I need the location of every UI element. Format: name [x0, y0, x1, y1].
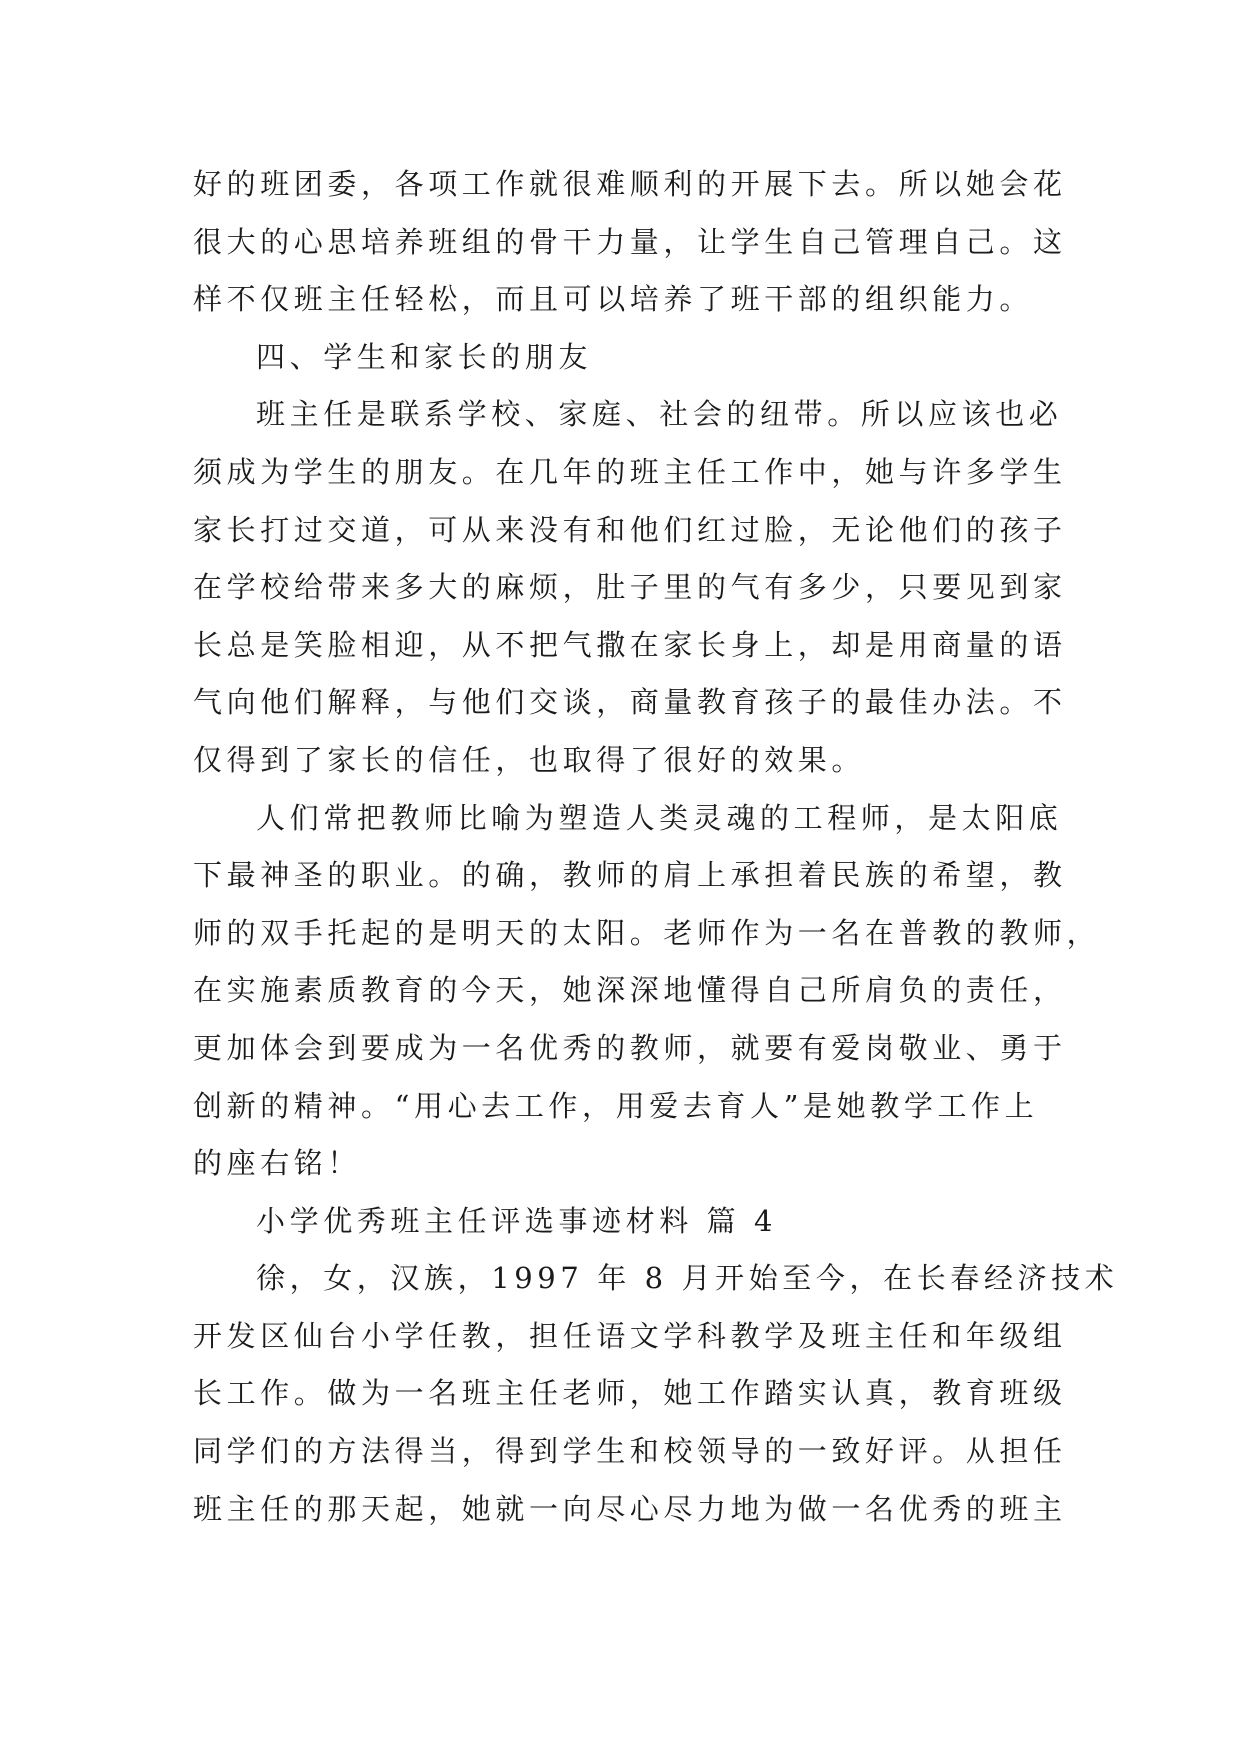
text-line: 家长打过交道，可从来没有和他们红过脸，无论他们的孩子	[193, 512, 1067, 547]
text-line: 人们常把教师比喻为塑造人类灵魂的工程师，是太阳底	[256, 800, 1063, 835]
text-line: 样不仅班主任轻松，而且可以培养了班干部的组织能力。	[193, 282, 1034, 317]
text-line: 开发区仙台小学任教，担任语文学科教学及班主任和年级组	[193, 1318, 1067, 1353]
text-line: 徐，女，汉族，1997 年 8 月开始至今，在长春经济技术	[256, 1261, 1119, 1296]
text-line: 须成为学生的朋友。在几年的班主任工作中，她与许多学生	[193, 454, 1067, 489]
text-line: 更加体会到要成为一名优秀的教师，就要有爱岗敬业、勇于	[193, 1030, 1067, 1065]
text-line: 同学们的方法得当，得到学生和校领导的一致好评。从担任	[193, 1434, 1067, 1469]
text-line: 在学校给带来多大的麻烦，肚子里的气有多少，只要见到家	[193, 570, 1067, 605]
text-line: 气向他们解释，与他们交谈，商量教育孩子的最佳办法。不	[193, 685, 1067, 720]
text-line: 很大的心思培养班组的骨干力量，让学生自己管理自己。这	[193, 224, 1067, 259]
text-line: 的座右铭！	[193, 1146, 362, 1181]
text-line: 好的班团委，各项工作就很难顺利的开展下去。所以她会花	[193, 167, 1067, 201]
article-title: 小学优秀班主任评选事迹材料 篇 4	[256, 1203, 778, 1238]
text-line: 仅得到了家长的信任，也取得了很好的效果。	[193, 742, 866, 777]
text-line: 班主任是联系学校、家庭、社会的纽带。所以应该也必	[256, 397, 1063, 432]
text-line: 创新的精神。“用心去工作，用爱去育人”是她教学工作上	[193, 1088, 1039, 1123]
text-line: 长总是笑脸相迎，从不把气撒在家长身上，却是用商量的语	[193, 627, 1067, 662]
section-heading: 四、学生和家长的朋友	[256, 339, 593, 374]
text-line: 班主任的那天起，她就一向尽心尽力地为做一名优秀的班主	[193, 1491, 1067, 1526]
text-line: 师的双手托起的是明天的太阳。老师作为一名在普教的教师，	[193, 915, 1101, 950]
document-body	[193, 156, 1119, 1538]
text-line: 长工作。做为一名班主任老师，她工作踏实认真，教育班级	[193, 1376, 1067, 1411]
text-line: 下最神圣的职业。的确，教师的肩上承担着民族的希望，教	[193, 858, 1067, 893]
text-line: 在实施素质教育的今天，她深深地懂得自己所肩负的责任，	[193, 973, 1067, 1008]
